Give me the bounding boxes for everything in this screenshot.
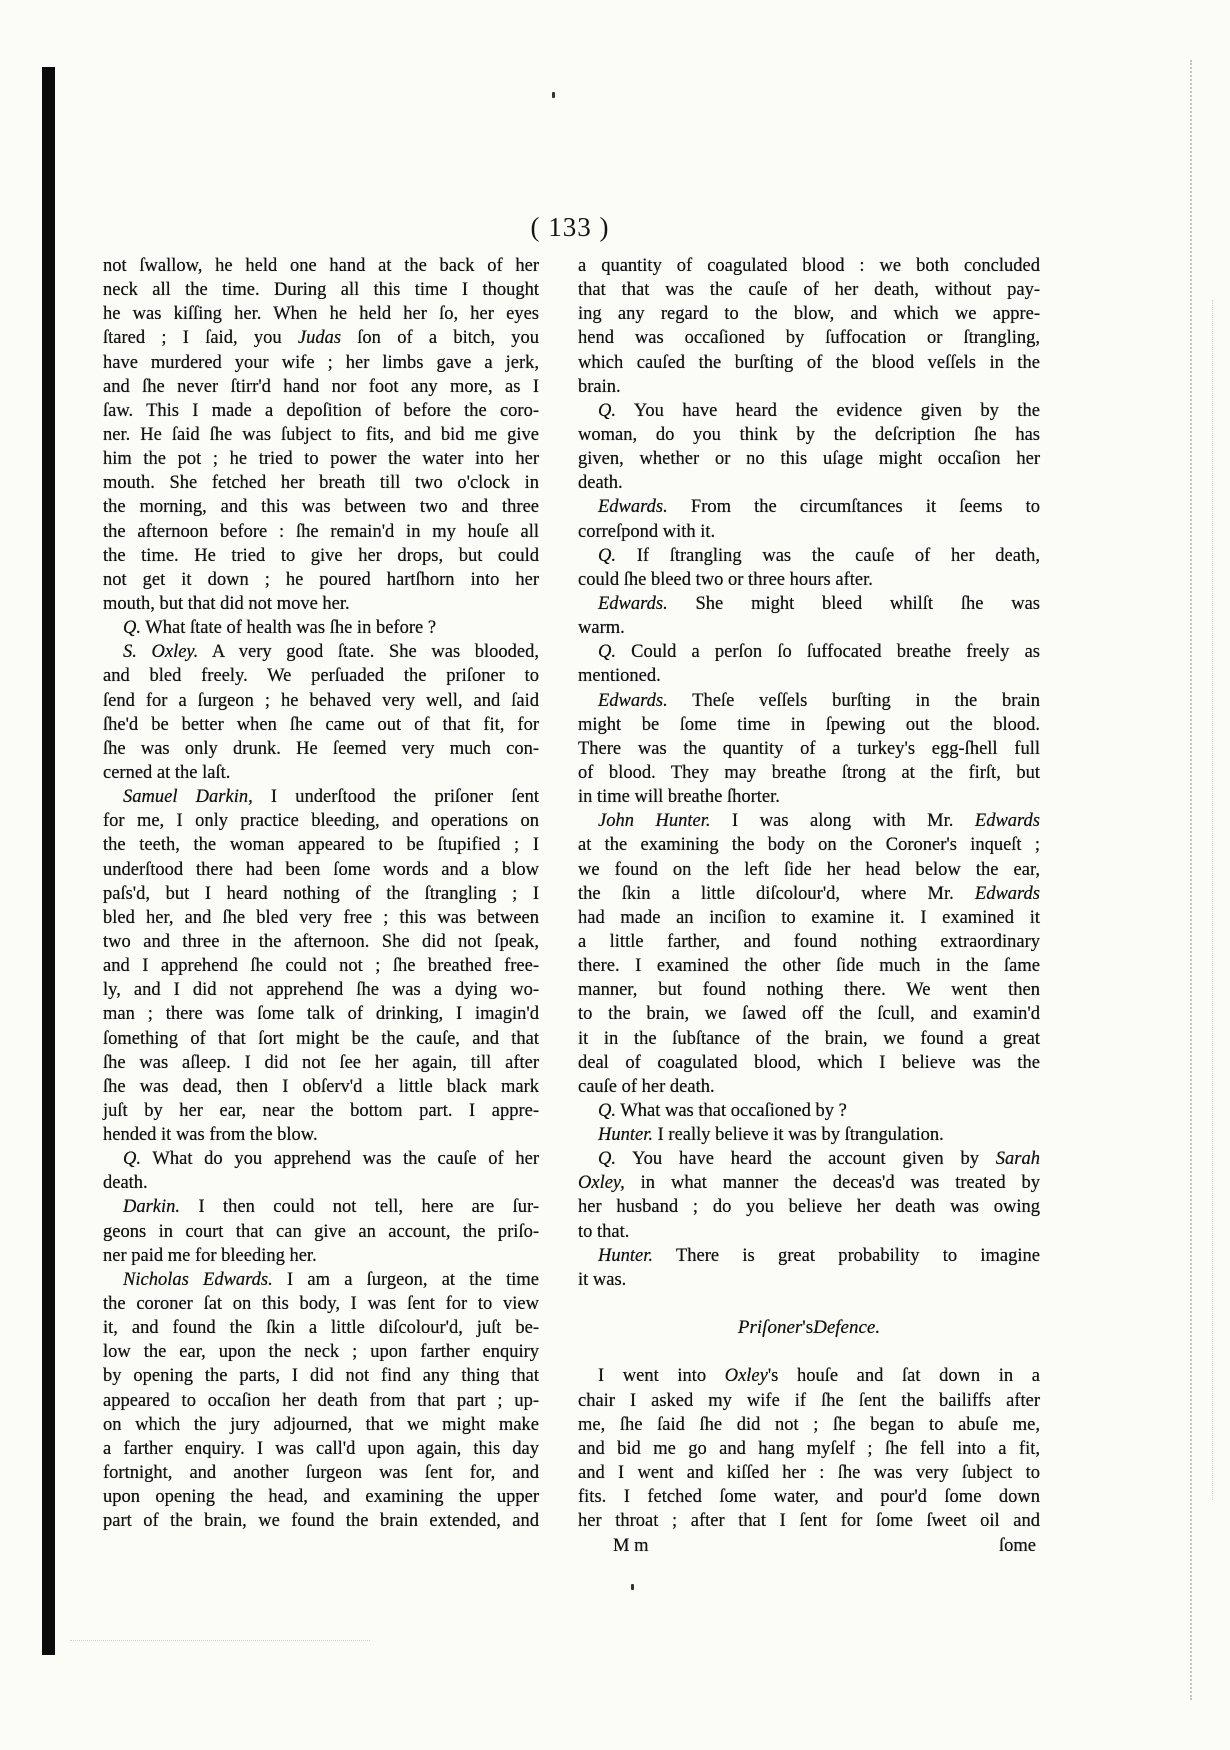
text-line [578, 1195, 1040, 1219]
paragraph [578, 495, 1040, 543]
text-line [578, 592, 1040, 616]
text-run: correſpond with it. [578, 521, 716, 542]
right-column [578, 254, 1040, 1533]
italic-run: Edwards [974, 883, 1040, 904]
text-run: the ſkin a little diſcolour'd, where Mr. [578, 883, 975, 904]
text-run: and I apprehend ſhe could not ; ſhe breathed free- [103, 956, 539, 977]
scan-bottom-specks [70, 1640, 370, 1641]
text-run: cauſe of her death. [578, 1076, 715, 1097]
paragraph [578, 1364, 1040, 1533]
italic-run: Q. [598, 545, 616, 566]
text-line [103, 737, 539, 761]
text-run: ſaw. This I made a depoſition of before the coro- [103, 400, 539, 421]
text-line [103, 447, 539, 471]
text-run: the afternoon before : ſhe remain'd in my houſe all [103, 521, 539, 542]
text-line [578, 833, 1040, 857]
text-line [103, 616, 539, 640]
text-run: her husband ; do you believe her death was owing [578, 1197, 1040, 1218]
text-line [578, 954, 1040, 978]
italic-run: S. Oxley. [123, 642, 199, 663]
left-column-text [103, 254, 539, 1533]
text-run: upon opening the head, and examining the upper [103, 1487, 539, 1508]
text-run: bled her, and ſhe bled very free ; this was between [103, 907, 539, 928]
scan-edge-specks [1190, 60, 1192, 1700]
text-run: deal of coagulated blood, which I believe was the [578, 1052, 1040, 1073]
text-run: ner. He ſaid ſhe was ſubject to fits, and bid me give [103, 424, 539, 445]
text-run: ſhe was dead, then I obſerv'd a little black mark [103, 1076, 539, 1097]
text-run: at the examining the body on the Coroner's inqueſt ; [578, 835, 1040, 856]
text-line [103, 858, 539, 882]
text-line [103, 1244, 539, 1268]
scan-speck [631, 1584, 634, 1590]
italic-run: Q. [598, 1149, 616, 1170]
text-run: Theſe veſſels burſting in the brain [667, 690, 1040, 711]
text-line [103, 930, 539, 954]
text-line [578, 713, 1040, 737]
italic-run: Sarah [995, 1149, 1040, 1170]
text-line [578, 351, 1040, 375]
text-line [578, 930, 1040, 954]
text-run: hended it was from the blow. [103, 1125, 318, 1146]
text-run: ly, and I did not apprehend ſhe was a dying wo- [103, 980, 539, 1001]
text-run: ſhe'd be better when ſhe came out of that fit, for [103, 714, 539, 735]
text-line [103, 399, 539, 423]
text-run: Could a perſon ſo ſuffocated breathe freely as [616, 642, 1040, 663]
text-run: If ſtrangling was the cauſe of her death, [616, 545, 1040, 566]
italic-run: Hunter. [598, 1245, 653, 1266]
text-line [103, 761, 539, 785]
text-line [578, 1244, 1040, 1268]
text-run: death. [578, 473, 623, 494]
text-run: I am a ſurgeon, at the time [272, 1269, 539, 1290]
text-line [578, 1075, 1040, 1099]
text-line [103, 1099, 539, 1123]
text-line [578, 254, 1040, 278]
text-line [103, 640, 539, 664]
text-run: might be ſome time in ſpewing out the blood. [578, 714, 1040, 735]
text-run: hend was occaſioned by ſuffocation or ſtrangling, [578, 328, 1040, 349]
text-line [103, 1171, 539, 1195]
text-line [578, 399, 1040, 423]
text-line [578, 616, 1040, 640]
text-run: for me, I only practice bleeding, and operations on [103, 811, 539, 832]
text-line [103, 592, 539, 616]
text-line [578, 640, 1040, 664]
text-run: ſomething of that ſort might be the cauſe, and that [103, 1028, 539, 1049]
text-line [103, 713, 539, 737]
text-line [578, 302, 1040, 326]
text-run: and ſhe never ſtirr'd hand nor foot any more, as I [103, 376, 539, 397]
text-run: of blood. They may breathe ſtrong at the firſt, but [578, 762, 1040, 783]
text-line [578, 520, 1040, 544]
text-run: ing any regard to the blow, and which we appre- [578, 304, 1040, 325]
text-run: From the circumſtances it ſeems to [667, 497, 1040, 518]
text-line [578, 1437, 1040, 1461]
text-run: there. I examined the other ſide much in the ſame [578, 956, 1040, 977]
text-run: he was kiſſing her. When he held her ſo, her eyes [103, 304, 539, 325]
paragraph [578, 1147, 1040, 1244]
text-run: could ſhe bleed two or three hours after. [578, 569, 873, 590]
text-run: appeared to occaſion her death from that part ; up- [103, 1390, 539, 1411]
italic-run: Q. [123, 1149, 141, 1170]
scan-speck [552, 92, 555, 98]
defence-heading [578, 1292, 1040, 1364]
text-line [103, 1340, 539, 1364]
text-line [103, 351, 539, 375]
text-run: a quantity of coagulated blood : we both concluded [578, 256, 1040, 276]
paragraph [103, 1195, 539, 1267]
text-line [578, 423, 1040, 447]
text-line [578, 447, 1040, 471]
text-run: me, ſhe ſaid ſhe did not ; ſhe began to abuſe me, [578, 1414, 1040, 1435]
text-run: the time. He tried to give her drops, but could [103, 545, 539, 566]
text-run: a little farther, and found nothing extraordinary [578, 931, 1040, 952]
text-line [578, 1027, 1040, 1051]
italic-run: Q. [598, 400, 616, 421]
text-run: fortnight, and another ſurgeon was ſent for, and [103, 1463, 539, 1484]
text-run: not ſwallow, he held one hand at the back of her [103, 256, 539, 276]
text-run: geons in court that can give an account, the priſo- [103, 1221, 539, 1242]
text-run: What was that occaſioned by ? [616, 1100, 847, 1121]
text-run: ſhe was aſleep. I did not ſee her again, till after [103, 1052, 539, 1073]
text-run: juſt by her ear, near the bottom part. I appre- [103, 1100, 539, 1121]
text-line [103, 689, 539, 713]
text-line [103, 833, 539, 857]
paragraph [578, 399, 1040, 496]
text-run: in time will breathe ſhorter. [578, 787, 780, 808]
text-run: that that was the cauſe of her death, without pay- [578, 280, 1040, 301]
text-line [578, 906, 1040, 930]
text-line [578, 737, 1040, 761]
paragraph [578, 809, 1040, 1099]
text-line [103, 495, 539, 519]
text-line [578, 1485, 1040, 1509]
text-run: given, whether or no this uſage might occaſion her [578, 449, 1040, 470]
italic-run: Nicholas Edwards. [123, 1269, 273, 1290]
text-line [103, 664, 539, 688]
paragraph [103, 254, 539, 616]
paragraph [103, 785, 539, 1147]
italic-run: Hunter. [598, 1125, 653, 1146]
text-line [578, 1413, 1040, 1437]
text-line [578, 1123, 1040, 1147]
text-line [103, 809, 539, 833]
text-line [103, 1268, 539, 1292]
italic-run: Oxley [724, 1366, 768, 1387]
text-line [103, 954, 539, 978]
text-run: ſhe was only drunk. He ſeemed very much con- [103, 738, 539, 759]
text-run: I really believe it was by ſtrangulation. [653, 1125, 944, 1146]
text-run: two and three in the afternoon. She did not ſpeak, [103, 931, 539, 952]
text-line [103, 1147, 539, 1171]
text-run: cerned at the laſt. [103, 762, 231, 783]
text-line [578, 1051, 1040, 1075]
text-run: mouth. She fetched her breath till two o'clock in [103, 473, 539, 494]
text-line [103, 544, 539, 568]
text-line [103, 1292, 539, 1316]
paragraph [578, 640, 1040, 688]
italic-run: John Hunter. [598, 811, 711, 832]
text-run: ſon of a bitch, you [341, 328, 539, 349]
text-line [578, 858, 1040, 882]
text-run: to the brain, we ſawed off the ſcull, and examin'd [578, 1004, 1040, 1025]
text-line [578, 785, 1040, 809]
text-run: underſtood there had been ſome words and a blow [103, 859, 539, 880]
left-column [103, 254, 539, 1533]
text-line [578, 471, 1040, 495]
text-run: it, and found the ſkin a little diſcolour'd, juſt be- [103, 1318, 539, 1339]
text-line [103, 326, 539, 350]
text-run: woman, do you think by the deſcription ſhe has [578, 424, 1040, 445]
text-run: I underſtood the priſoner ſent [252, 787, 540, 808]
text-run: manner, but found nothing there. We went then [578, 980, 1040, 1001]
paragraph [103, 640, 539, 785]
text-line [103, 520, 539, 544]
text-line [578, 375, 1040, 399]
text-line [103, 568, 539, 592]
text-run: ſend for a ſurgeon ; he behaved very well, and ſaid [103, 690, 539, 711]
text-line [103, 375, 539, 399]
text-run: She might bleed whilſt ſhe was [667, 593, 1040, 614]
text-run: mentioned. [578, 666, 661, 687]
text-run: fits. I fetched ſome water, and pour'd ſome down [578, 1487, 1040, 1508]
text-line [103, 254, 539, 278]
text-line [103, 785, 539, 809]
text-line [578, 568, 1040, 592]
paragraph [103, 1268, 539, 1534]
text-line [578, 1509, 1040, 1533]
text-run: chair I asked my wife if ſhe ſent the bailiffs after [578, 1390, 1040, 1411]
paragraph [578, 1244, 1040, 1292]
text-line [103, 423, 539, 447]
italic-run: Edwards [974, 811, 1041, 832]
text-run: not get it down ; he poured hartſhorn into her [103, 569, 539, 590]
text-run: brain. [578, 376, 621, 397]
text-line [578, 1147, 1040, 1171]
text-run: part of the brain, we found the brain extended, and [103, 1511, 539, 1532]
text-line [103, 278, 539, 302]
text-line [578, 1002, 1040, 1026]
text-run: to that. [578, 1221, 630, 1242]
text-run: have murdered your wife ; her limbs gave a jerk, [103, 352, 539, 373]
paragraph [578, 254, 1040, 399]
text-run: by opening the parts, I did not find any thing that [103, 1366, 539, 1387]
catchword-signature: M m [613, 1536, 649, 1556]
text-run: I then could not tell, here are ſur- [180, 1197, 539, 1218]
paragraph [578, 1099, 1040, 1123]
text-run: There was the quantity of a turkey's egg-ſhell full [578, 738, 1040, 759]
text-line [578, 882, 1040, 906]
text-line [103, 978, 539, 1002]
text-line [103, 1195, 539, 1219]
text-run: a farther enquiry. I was call'd upon again, this day [103, 1438, 539, 1459]
defence-text [578, 1364, 1040, 1533]
text-line [103, 906, 539, 930]
text-run: had made an inciſion to examine it. I examined it [578, 907, 1040, 928]
text-run: You have heard the evidence given by the [616, 400, 1040, 421]
text-line [578, 544, 1040, 568]
text-run: What do you apprehend was the cauſe of her [141, 1149, 539, 1170]
heading-italic-run: Priſoner [737, 1317, 803, 1339]
text-run: the teeth, the woman appeared to be ſtupified ; I [103, 835, 539, 856]
italic-run: Edwards. [598, 690, 668, 711]
right-column-text [578, 254, 1040, 1292]
text-line [578, 1461, 1040, 1485]
scan-edge-specks [1212, 300, 1213, 1500]
text-run: man ; there was ſome talk of drinking, I imagin'd [103, 1004, 539, 1025]
italic-run: Q. [598, 1100, 616, 1121]
text-line [103, 882, 539, 906]
text-run: on which the jury adjourned, that we might make [103, 1414, 539, 1435]
text-run: I was along with Mr. [710, 811, 975, 832]
italic-run: Judas [297, 328, 342, 349]
page-number: ( 133 ) [530, 212, 610, 242]
paragraph [578, 544, 1040, 592]
text-line [103, 1051, 539, 1075]
text-line [103, 1509, 539, 1533]
text-run: and bled freely. We perſuaded the priſoner to [103, 666, 539, 687]
text-line [578, 1099, 1040, 1123]
binding-edge-bar [42, 67, 55, 1655]
text-line [578, 761, 1040, 785]
text-line [578, 1389, 1040, 1413]
text-line [578, 1220, 1040, 1244]
text-line [103, 1364, 539, 1388]
text-run: in what manner the deceas'd was treated by [624, 1173, 1040, 1194]
text-run: it in the ſubſtance of the brain, we found a great [578, 1028, 1040, 1049]
text-line [103, 1485, 539, 1509]
text-run: her throat ; after that I ſent for ſome ſweet oil and [578, 1511, 1040, 1532]
text-line [578, 809, 1040, 833]
text-run: ner paid me for bleeding her. [103, 1245, 317, 1266]
paragraph [578, 689, 1040, 810]
text-run: ſtared ; I ſaid, you [103, 328, 298, 349]
italic-run: Samuel Darkin, [123, 787, 253, 808]
text-run: and bid me go and hang myſelf ; ſhe fell into a fit, [578, 1438, 1040, 1459]
text-line [103, 1075, 539, 1099]
text-run: 's houſe and ſat down in a [767, 1366, 1040, 1387]
text-line [103, 1220, 539, 1244]
text-line [578, 1268, 1040, 1292]
text-line [578, 326, 1040, 350]
text-run: the morning, and this was between two and three [103, 497, 539, 518]
text-line [103, 1316, 539, 1340]
text-run: You have heard the account given by [616, 1149, 996, 1170]
text-line [103, 1437, 539, 1461]
italic-run: Q. [123, 618, 141, 639]
text-run: him the pot ; he tried to power the water into her [103, 449, 539, 470]
text-run: I went into [598, 1366, 725, 1387]
text-line [103, 1123, 539, 1147]
text-run: neck all the time. During all this time I thought [103, 280, 539, 301]
text-line [578, 664, 1040, 688]
heading-italic-run: Defence. [813, 1317, 881, 1339]
text-run: A very good ſtate. She was blooded, [198, 642, 539, 663]
text-line [578, 978, 1040, 1002]
text-run: mouth, but that did not move her. [103, 593, 350, 614]
paragraph [103, 616, 539, 640]
text-line [578, 689, 1040, 713]
text-run: What ſtate of health was ſhe in before ? [141, 618, 437, 639]
text-run: low the ear, upon the neck ; upon farther enquiry [103, 1342, 539, 1363]
text-run: paſs'd, but I heard nothing of the ſtrangling ; I [103, 883, 539, 904]
italic-run: Edwards. [598, 593, 668, 614]
paragraph [103, 1147, 539, 1195]
italic-run: Edwards. [598, 497, 668, 518]
text-run: and I went and kiſſed her : ſhe was very ſubject to [578, 1463, 1040, 1484]
text-line [103, 1389, 539, 1413]
text-run: death. [103, 1173, 148, 1194]
text-line [103, 1002, 539, 1026]
paragraph [578, 592, 1040, 640]
italic-run: Darkin. [123, 1197, 181, 1218]
text-run: There is great probability to imagine [653, 1245, 1040, 1266]
text-line [103, 1027, 539, 1051]
catchword: ſome [999, 1536, 1036, 1556]
text-line [578, 278, 1040, 302]
text-run: which cauſed the burſting of the blood veſſels in the [578, 352, 1040, 373]
text-run: the coroner ſat on this body, I was ſent for to view [103, 1294, 539, 1315]
italic-run: Oxley, [578, 1173, 625, 1194]
text-run: we found on the left ſide her head below the ear, [578, 859, 1040, 880]
text-line [578, 1171, 1040, 1195]
text-line [103, 1461, 539, 1485]
text-run: it was. [578, 1269, 627, 1290]
text-line [578, 495, 1040, 519]
text-line [578, 1364, 1040, 1388]
text-line [103, 471, 539, 495]
heading-run: 's [802, 1317, 814, 1339]
text-line [103, 1413, 539, 1437]
text-run: warm. [578, 618, 625, 639]
text-line [103, 302, 539, 326]
paragraph [578, 1123, 1040, 1147]
italic-run: Q. [598, 642, 616, 663]
